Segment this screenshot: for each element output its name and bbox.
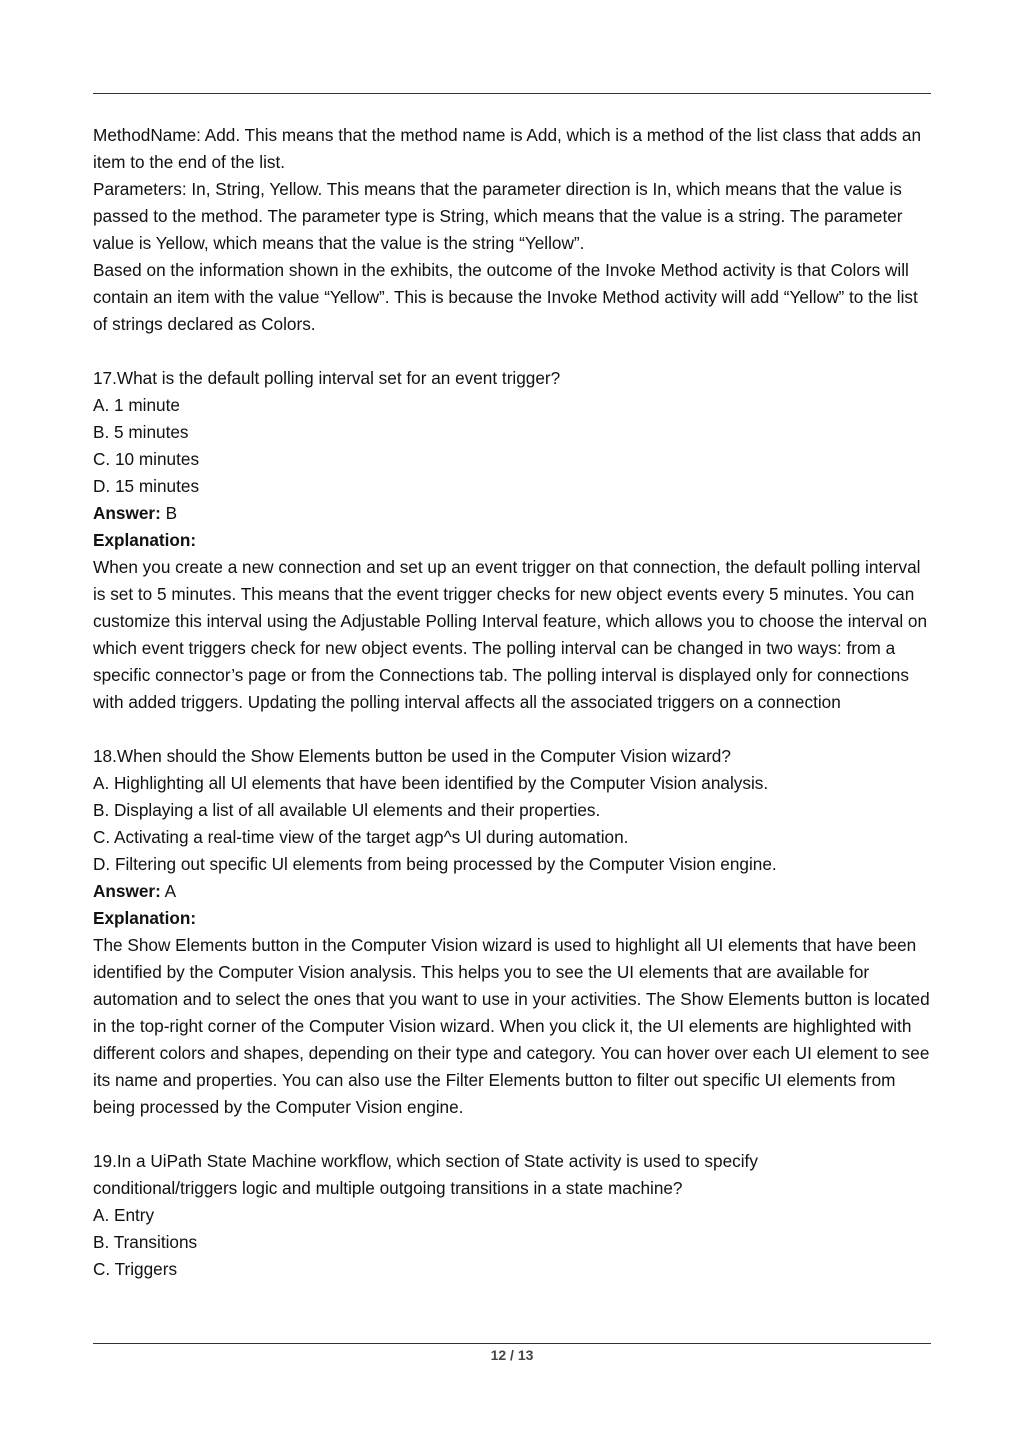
q18-explanation: The Show Elements button in the Computer Vision wizard is used to highlight all UI elements that have been identified by the Computer Vision analysis. This helps you to see the UI elements that are available for automation and to select the ones that you want to use in your activities. The Show Elements button is located in the top-right corner of the Computer Vision wizard. When you click it, the UI elements are highlighted with different colors and shapes, depending on their type and category. You can hover over each UI element to see its name and properties. You can also use the Filter Elements button to filter out specific UI elements from being processed by the Computer Vision engine. xyxy=(93,935,930,1117)
intro-paragraph: Parameters: In, String, Yellow. This means that the parameter direction is In, which means that the value is passed to the method. The parameter type is String, which means that the value is a string. The parameter value is Yellow, which means that the value is the string “Yellow”. xyxy=(93,179,903,253)
q17-explanation: When you create a new connection and set up an event trigger on that connection, the default polling interval is set to 5 minutes. This means that the event trigger checks for new object events every 5 minutes. You can customize this interval using the Adjustable Polling Interval feature, which allows you to choose the interval on which event triggers check for new object events. The polling interval can be changed in two ways: from a specific connector’s page or from the Connections tab. The polling interval is displayed only for connections with added triggers. Updating the polling interval affects all the associated triggers on a connection xyxy=(93,557,928,712)
q19-option-a: A. Entry xyxy=(93,1205,155,1225)
footer-divider xyxy=(93,1343,931,1344)
q19-option-c: C. Triggers xyxy=(93,1259,178,1279)
answer-label: Answer: xyxy=(93,881,161,901)
question-17: 17.What is the default polling interval set for an event trigger? xyxy=(93,368,561,388)
q18-explanation-label: Explanation: xyxy=(93,908,197,928)
q17-option-c: C. 10 minutes xyxy=(93,449,200,469)
answer-value: B xyxy=(160,503,178,523)
answer-value: A xyxy=(160,881,177,901)
q18-option-c: C. Activating a real-time view of the target agp^s Ul during automation. xyxy=(93,827,629,847)
q17-option-b: B. 5 minutes xyxy=(93,422,189,442)
q18-option-a: A. Highlighting all Ul elements that have been identified by the Computer Vision analysis. xyxy=(93,773,769,793)
q17-explanation-label: Explanation: xyxy=(93,530,197,550)
q18-answer xyxy=(93,878,933,905)
header-divider xyxy=(93,93,931,94)
answer-label: Answer: xyxy=(93,503,161,523)
question-19-line-1: 19.In a UiPath State Machine workflow, which section of State activity is used to specify xyxy=(93,1151,758,1171)
q19-option-b: B. Transitions xyxy=(93,1232,198,1252)
spacer xyxy=(93,1121,933,1148)
question-18: 18.When should the Show Elements button be used in the Computer Vision wizard? xyxy=(93,746,731,766)
q18-option-b: B. Displaying a list of all available Ul elements and their properties. xyxy=(93,800,601,820)
intro-paragraph: Based on the information shown in the exhibits, the outcome of the Invoke Method activity is that Colors will contain an item with the value “Yellow”. This is because the Invoke Method activity will add “Yellow” to the list of strings declared as Colors. xyxy=(93,260,918,334)
question-19-line-2: conditional/triggers logic and multiple outgoing transitions in a state machine? xyxy=(93,1178,683,1198)
spacer xyxy=(93,338,933,365)
page-number: 12 / 13 xyxy=(490,1347,534,1363)
q17-option-d: D. 15 minutes xyxy=(93,476,200,496)
spacer xyxy=(93,716,933,743)
q17-answer xyxy=(93,500,933,527)
document-body xyxy=(93,122,933,1283)
q18-option-d: D. Filtering out specific Ul elements from being processed by the Computer Vision engine. xyxy=(93,854,777,874)
q17-option-a: A. 1 minute xyxy=(93,395,180,415)
intro-paragraph: MethodName: Add. This means that the method name is Add, which is a method of the list class that adds an item to the end of the list. xyxy=(93,125,922,172)
